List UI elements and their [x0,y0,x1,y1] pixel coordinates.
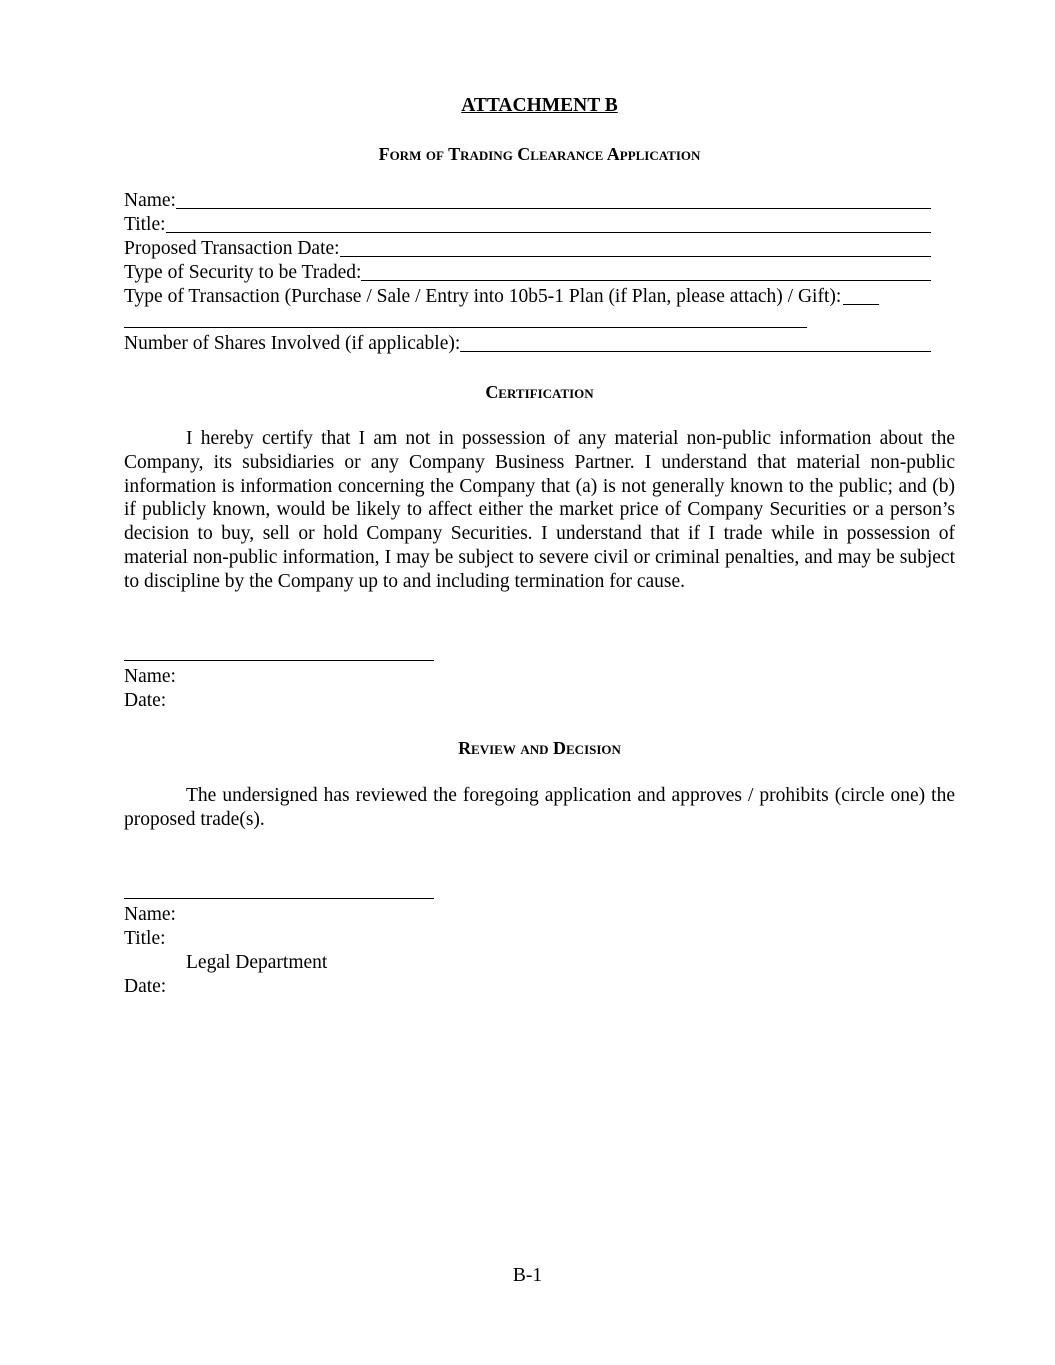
name-field-blank[interactable] [176,208,931,209]
attachment-title: ATTACHMENT B [461,95,618,116]
transaction-type-continuation-line[interactable] [124,327,807,328]
review-title-label: Title: [124,928,166,949]
transaction-date-label: Proposed Transaction Date: [124,238,340,259]
name-field-label: Name: [124,190,176,211]
transaction-type-blank[interactable] [843,304,879,305]
form-title: Form of Trading Clearance Application [378,144,701,164]
transaction-type-field[interactable] [124,285,931,309]
review-text: The undersigned has reviewed the foregoing application and approves / prohibits (circle one) the proposed trade(s). [124,785,955,830]
certification-signature-line[interactable] [124,660,434,661]
title-field[interactable] [124,213,931,237]
transaction-date-blank[interactable] [340,256,931,257]
certification-heading: Certification [485,382,594,402]
certification-name-label: Name: [124,666,176,687]
security-type-blank[interactable] [361,280,931,281]
page-number: B-1 [512,1265,543,1286]
transaction-type-label: Type of Transaction (Purchase / Sale / Entry into 10b5-1 Plan (if Plan, please attach) / Gift): [124,286,842,307]
title-field-blank[interactable] [166,232,931,233]
shares-label: Number of Shares Involved (if applicable): [124,333,461,354]
review-heading: Review and Decision [458,738,621,758]
certification-date-label: Date: [124,690,167,711]
shares-blank[interactable] [460,351,931,352]
certification-text: I hereby certify that I am not in possession of any material non-public information about the Company, its subsidiaries or any Company Business Partner. I understand that material non-public information is information concerning the Company that (a) is not generally known to the public; and (b) if publicly known, would be likely to affect either the market price of Company Securities or a person’s decision to buy, sell or hold Company Securities. I understand that if I trade while in possession of material non-public information, I may be subject to severe civil or criminal penalties, and may be subject to discipline by the Company up to and including termination for cause. [124,428,955,592]
review-date-label: Date: [124,976,167,997]
review-signature-line[interactable] [124,898,434,899]
transaction-date-field[interactable] [124,237,931,261]
security-type-field[interactable] [124,261,931,285]
shares-field[interactable] [124,332,931,356]
title-field-label: Title: [124,214,166,235]
review-name-label: Name: [124,904,176,925]
legal-department-label: Legal Department [186,952,328,973]
name-field[interactable] [124,189,931,213]
security-type-label: Type of Security to be Traded: [124,262,362,283]
